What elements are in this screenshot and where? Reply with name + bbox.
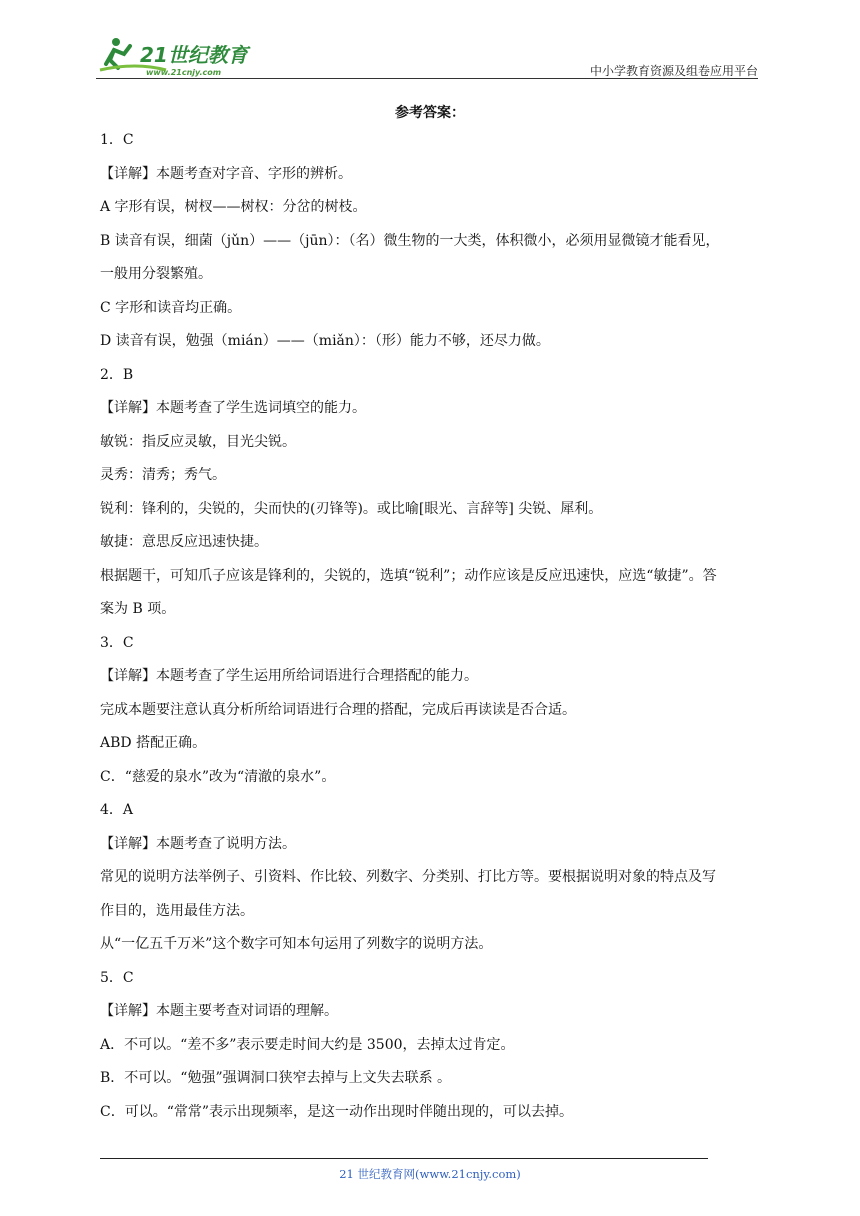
text-line: 完成本题要注意认真分析所给词语进行合理的搭配，完成后再读读是否合适。 — [100, 701, 576, 718]
logo-text: 21世纪教育 — [140, 43, 248, 67]
text-line: 5．C — [100, 969, 134, 986]
header-platform-text: 中小学教育资源及组卷应用平台 — [589, 64, 758, 78]
text-line: 从“一亿五千万米”这个数字可知本句运用了列数字的说明方法。 — [100, 936, 493, 952]
text-line: D 读音有误，勉强（mián）——（miǎn）：（形）能力不够，还尽力做。 — [100, 333, 550, 349]
text-line: 作目的，选用最佳方法。 — [100, 902, 254, 919]
text-line: 1．C — [100, 132, 134, 148]
text-line: 锐利：锋利的，尖锐的，尖而快的(刃锋等)。或比喻[眼光、言辞等] 尖锐、犀利。 — [100, 500, 603, 517]
text-line: 灵秀：清秀；秀气。 — [100, 467, 226, 483]
text-line: 敏捷：意思反应迅速快捷。 — [100, 534, 268, 550]
header-divider — [96, 78, 758, 79]
footer-divider — [100, 1158, 708, 1159]
page-header — [96, 28, 758, 80]
text-line: 3．C — [100, 634, 134, 651]
text-line: 【详解】本题考查了说明方法。 — [100, 835, 296, 852]
site-logo — [96, 34, 266, 78]
text-line: C．可以。“常常”表示出现频率，是这一动作出现时伴随出现的，可以去掉。 — [100, 1103, 574, 1120]
text-line: B 读音有误，细菌（jǔn）——（jūn）：（名）微生物的一大类，体积微小，必须用显微镜才能看见， — [100, 232, 720, 249]
logo-url: www.21cnjy.com — [146, 68, 222, 77]
text-line: 案为 B 项。 — [100, 601, 176, 617]
text-line: 【详解】本题考查对字音、字形的辨析。 — [100, 165, 352, 182]
text-line: 敏锐：指反应灵敏，目光尖锐。 — [100, 433, 296, 450]
text-line: 根据题干，可知爪子应该是锋利的，尖锐的，选填“锐利”；动作应该是反应迅速快，应选“敏捷”。答 — [100, 567, 717, 584]
text-line: 【详解】本题考查了学生选词填空的能力。 — [100, 400, 366, 416]
text-line: 一般用分裂繁殖。 — [100, 266, 212, 282]
text-line: B．不可以。“勉强”强调洞口狭窄去掉与上文失去联系 。 — [100, 1070, 452, 1086]
text-line: 【详解】本题主要考查对词语的理解。 — [100, 1003, 338, 1019]
page-footer: 21 世纪教育网(www.21cnjy.com) — [339, 1167, 521, 1181]
answer-content — [100, 124, 764, 1129]
text-line: 2．B — [100, 366, 134, 383]
text-line: 4．A — [100, 802, 134, 818]
text-line: C．“慈爱的泉水”改为“清澈的泉水”。 — [100, 768, 336, 785]
page-title: 参考答案： — [395, 105, 465, 121]
text-line: A．不可以。“差不多”表示要走时间大约是 3500，去掉太过肯定。 — [100, 1036, 515, 1053]
text-line: A 字形有误，树杈——树权：分岔的树枝。 — [100, 199, 367, 215]
text-line: 【详解】本题考查了学生运用所给词语进行合理搭配的能力。 — [100, 668, 478, 684]
text-line: 常见的说明方法举例子、引资料、作比较、列数字、分类别、打比方等。要根据说明对象的特点及写 — [100, 869, 716, 885]
text-line: C 字形和读音均正确。 — [100, 299, 242, 316]
text-line: ABD 搭配正确。 — [100, 735, 207, 751]
